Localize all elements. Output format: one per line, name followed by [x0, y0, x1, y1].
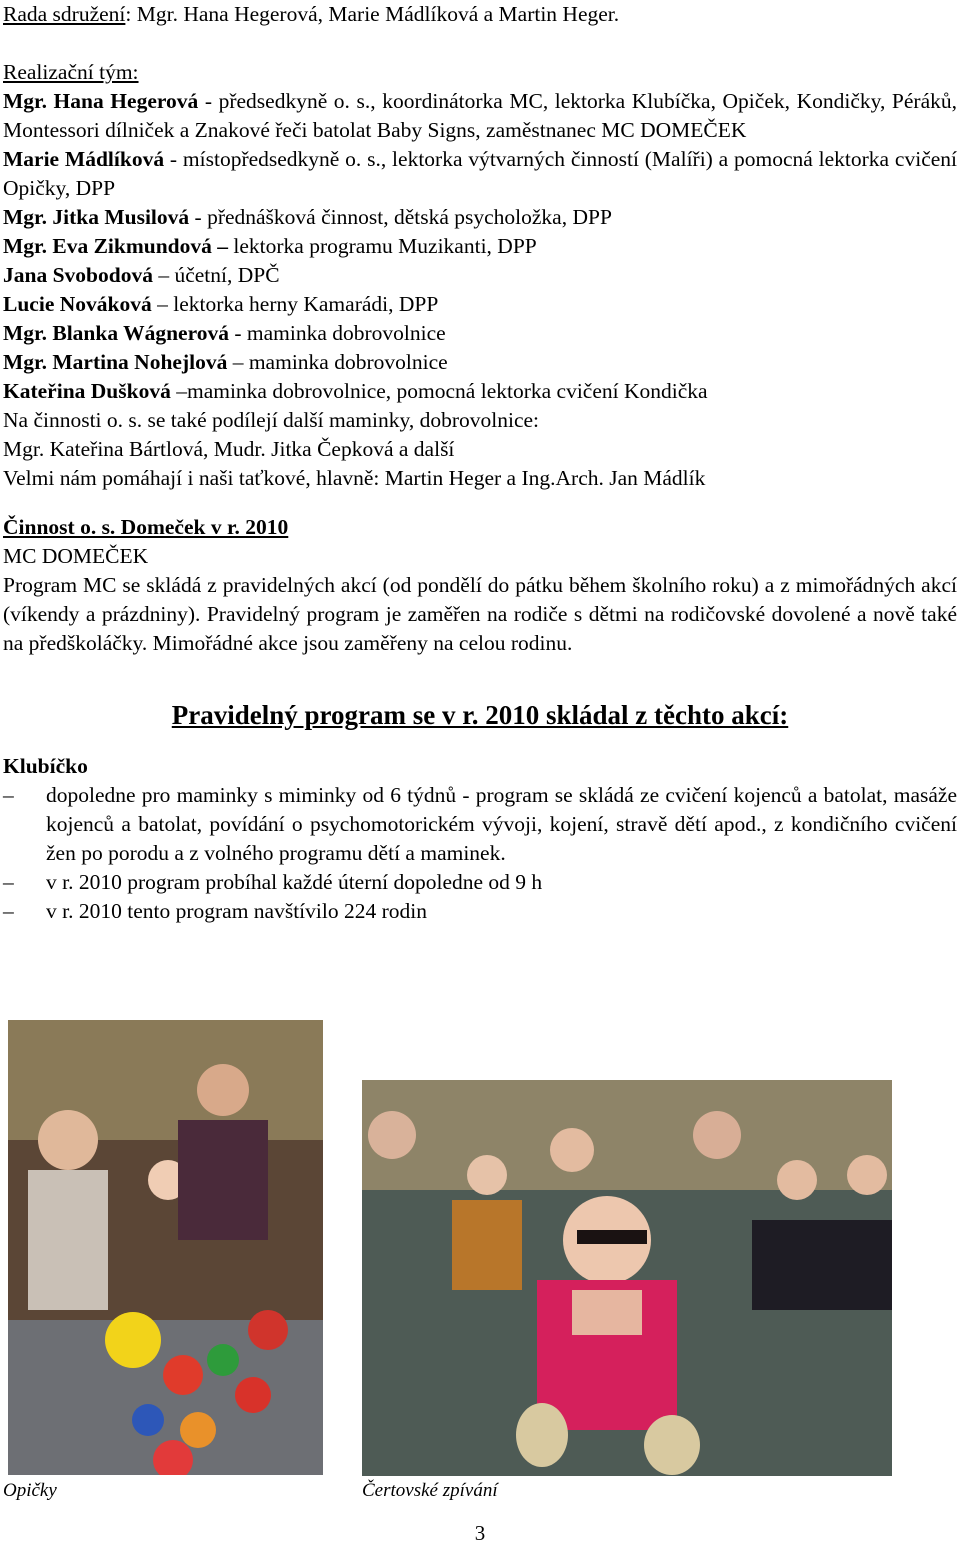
team-member-name: Mgr. Eva Zikmundová – — [3, 234, 229, 258]
photo-opicky — [8, 1020, 323, 1475]
klubicko-item-text: v r. 2010 program probíhal každé úterní dopoledne od 9 h — [46, 870, 543, 894]
page-number: 3 — [474, 1521, 486, 1545]
klubicko-item — [3, 897, 957, 926]
klubicko-item — [3, 781, 957, 868]
team-member-role: - přednášková činnost, dětská psycholožka, DPP — [189, 205, 612, 229]
document-page — [3, 0, 957, 926]
rada-text: : Mgr. Hana Hegerová, Marie Mádlíková a Martin Heger. — [125, 2, 620, 26]
dash-bullet: – — [3, 870, 14, 894]
team-member — [3, 203, 957, 232]
klubicko-title: Klubíčko — [3, 754, 88, 778]
dash-bullet: – — [3, 783, 14, 807]
team-label: Realizační tým: — [3, 60, 139, 84]
other-names: Mgr. Kateřina Bártlová, Mudr. Jitka Čepková a další — [3, 437, 455, 461]
team-member-role: - předsedkyně o. s., koordinátorka MC, lektorka Klubíčka, Opiček, Kondičky, Péráků, Montessori dílniček a Znakové řeči batolat Baby Signs, zaměstnanec MC DOMEČEK — [3, 89, 957, 142]
activity-paragraph: Program MC se skládá z pravidelných akcí (od pondělí do pátku během školního roku) a z mimořádných akcí (víkendy a prázdniny). Pravidelný program je zaměřen na rodiče s dětmi na rodičovské dovolené a nově také na předškoláčky. Mimořádné akce jsou zaměřeny na celou rodinu. — [3, 573, 957, 655]
activity-heading: Činnost o. s. Domeček v r. 2010 — [3, 515, 289, 539]
team-member-name: Mgr. Blanka Wágnerová — [3, 321, 229, 345]
klubicko-list — [3, 781, 957, 926]
photo-opicky-image — [8, 1020, 323, 1475]
program-heading: Pravidelný program se v r. 2010 skládal z těchto akcí: — [171, 700, 789, 730]
team-member-role: - místopředsedkyně o. s., lektorka výtvarných činností (Malíři) a pomocná lektorka cvičení Opičky, DPP — [3, 147, 957, 200]
team-member-name: Mgr. Jitka Musilová — [3, 205, 190, 229]
team-member — [3, 290, 957, 319]
dash-bullet: – — [3, 899, 14, 923]
team-member-name: Lucie Nováková — [3, 292, 152, 316]
other-intro: Na činnosti o. s. se také podílejí další maminky, dobrovolnice: — [3, 408, 540, 432]
team-member — [3, 145, 957, 203]
team-member-role: – účetní, DPČ — [152, 263, 280, 287]
team-member-role: - maminka dobrovolnice — [228, 321, 446, 345]
team-member-name: Mgr. Hana Hegerová — [3, 89, 199, 113]
team-member — [3, 319, 957, 348]
team-member-role: – maminka dobrovolnice — [227, 350, 448, 374]
photo-caption-opicky: Opičky — [3, 1480, 57, 1501]
team-member — [3, 87, 957, 145]
team-member-role: lektorka programu Muzikanti, DPP — [228, 234, 537, 258]
team-member-role: – lektorka herny Kamarádi, DPP — [151, 292, 439, 316]
photo-caption-certovske: Čertovské zpívání — [362, 1480, 498, 1501]
team-member-name: Marie Mádlíková — [3, 147, 165, 171]
rada-label: Rada sdružení — [3, 2, 126, 26]
klubicko-item — [3, 868, 957, 897]
team-member — [3, 232, 957, 261]
klubicko-item-text: v r. 2010 tento program navštívilo 224 rodin — [46, 899, 427, 923]
mc-name: MC DOMEČEK — [3, 544, 149, 568]
team-member-name: Mgr. Martina Nohejlová — [3, 350, 228, 374]
rada-line — [3, 0, 957, 29]
team-member — [3, 261, 957, 290]
fathers-line: Velmi nám pomáhají i naši taťkové, hlavně: Martin Heger a Ing.Arch. Jan Mádlík — [3, 466, 706, 490]
team-member-name: Kateřina Dušková — [3, 379, 171, 403]
team-member — [3, 348, 957, 377]
klubicko-item-text: dopoledne pro maminky s miminky od 6 týdnů - program se skládá ze cvičení kojenců a batolat, masáže kojenců a batolat, povídání o psychomotorickém vývoji, kojení, stravě dětí apod., z kondičního cvičení žen po porodu a z volného programu dětí a maminek. — [46, 783, 957, 865]
team-list — [3, 87, 957, 406]
team-member-role: –maminka dobrovolnice, pomocná lektorka cvičení Kondička — [170, 379, 708, 403]
photo-certovske-zpivani-image — [362, 1080, 892, 1476]
photo-certovske-zpivani — [362, 1080, 892, 1476]
team-member-name: Jana Svobodová — [3, 263, 153, 287]
team-member — [3, 377, 957, 406]
